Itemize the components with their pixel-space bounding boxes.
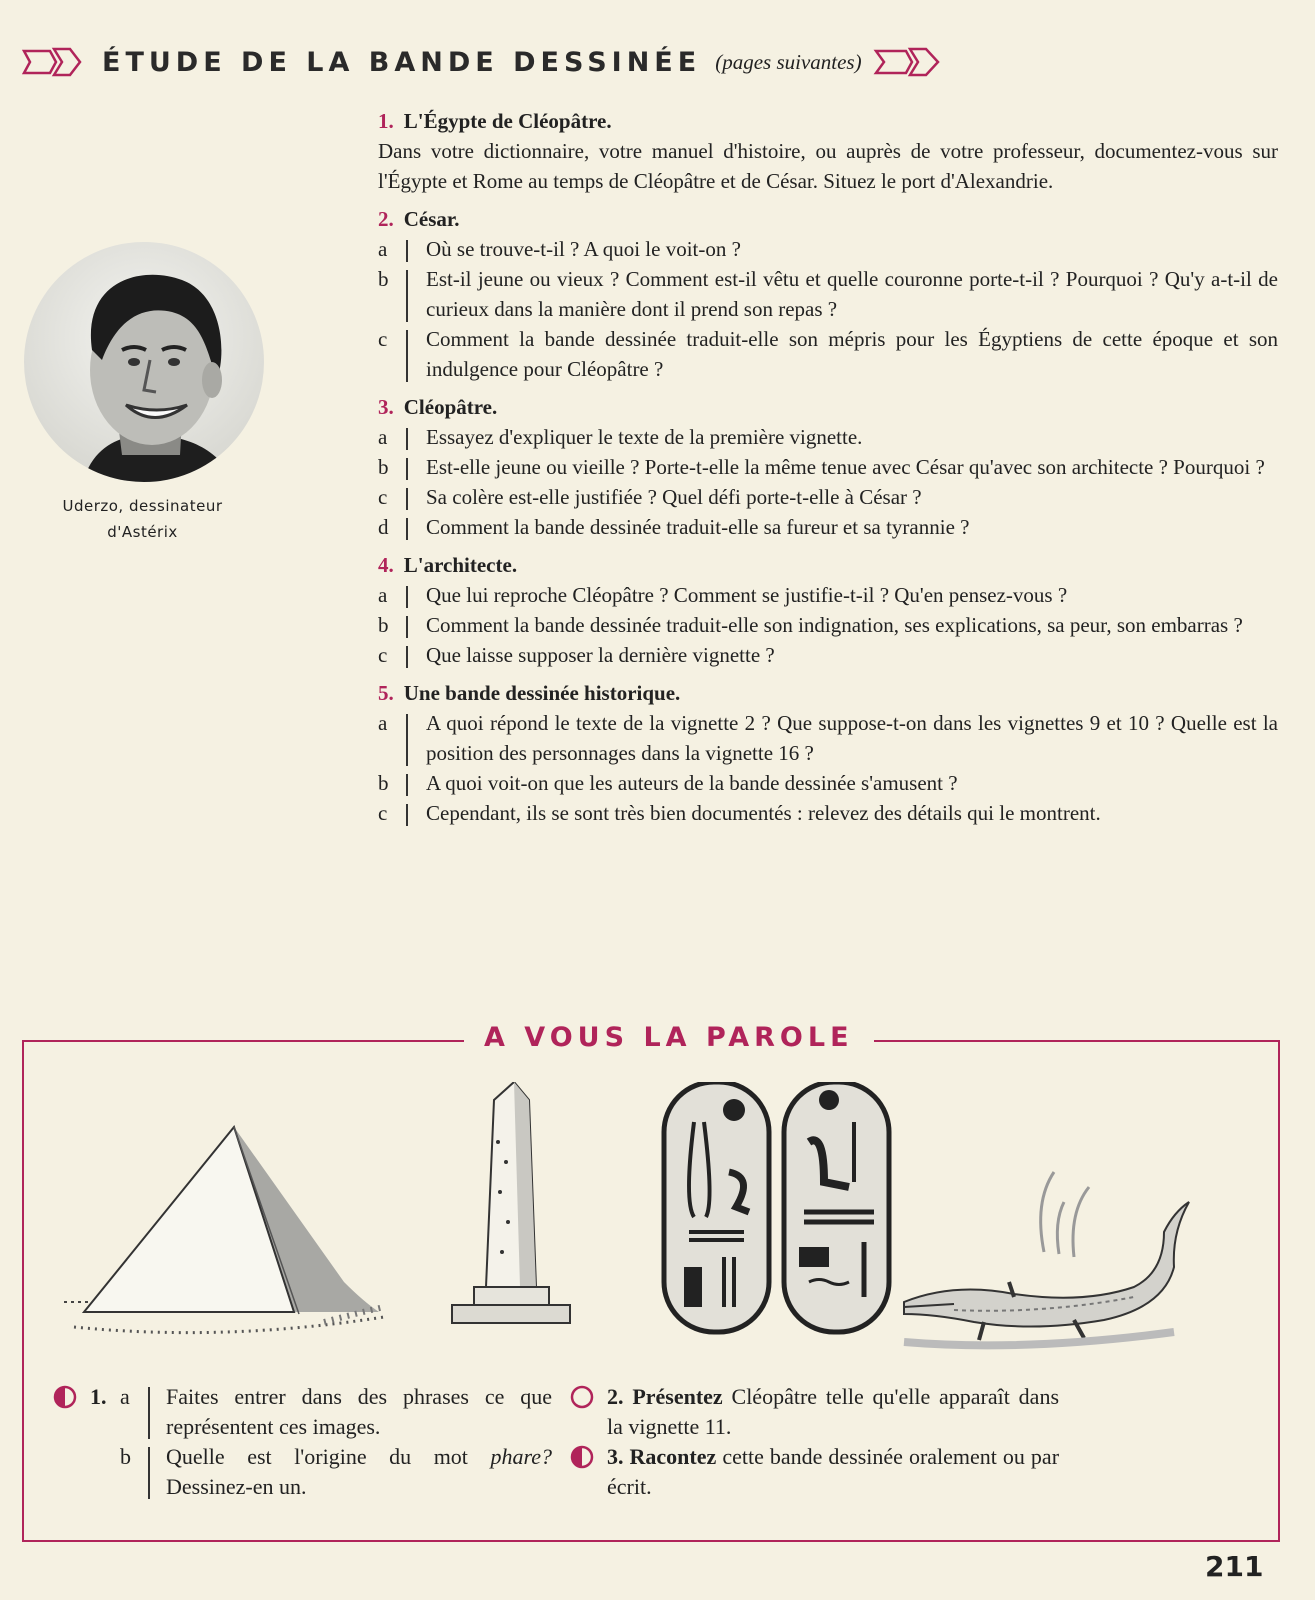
- portrait-caption: Uderzo, dessinateur d'Astérix: [62, 497, 223, 541]
- page-number: 211: [1205, 1550, 1264, 1583]
- question-item: c Comment la bande dessinée traduit-elle son mépris pour les Égyptiens de cette époque et son indulgence pour Cléopâtre ?: [378, 327, 1278, 381]
- section-3: [378, 392, 1278, 542]
- question-item: d Comment la bande dessinée traduit-elle sa fureur et sa tyrannie ?: [378, 515, 970, 539]
- question-item: a A quoi répond le texte de la vignette 2 ? Que suppose-t-on dans les vignettes 9 et 10 ? Quelle est la position des personnages dans la vignette 16 ?: [378, 711, 1278, 765]
- section-title: 5. Une bande dessinée historique.: [378, 681, 681, 705]
- activity-3: 3. Racontez cette bande dessinée oralement ou par écrit.: [569, 1442, 1059, 1502]
- study-questions: [378, 106, 1278, 836]
- box-title: A VOUS LA PAROLE: [464, 1022, 874, 1053]
- section-intro: Dans votre dictionnaire, votre manuel d'histoire, ou auprès de votre professeur, documentez-vous sur l'Égypte et Rome au temps de Cléopâtre et de César. Situez le port d'Alexandrie.: [378, 139, 1278, 193]
- page-header: [20, 40, 942, 84]
- question-item: a Où se trouve-t-il ? A quoi le voit-on ?: [378, 237, 741, 261]
- section-title: 1. L'Égypte de Cléopâtre.: [378, 109, 612, 133]
- section-title: 2. César.: [378, 207, 460, 231]
- activity-2: 2. Présentez Cléopâtre telle qu'elle apparaît dans la vignette 11.: [569, 1382, 1059, 1442]
- portrait-photo: [22, 240, 267, 485]
- question-item: c Que laisse supposer la dernière vignette ?: [378, 643, 775, 667]
- question-item: b Comment la bande dessinée traduit-elle son indignation, ses explications, sa peur, son embarras ?: [378, 613, 1243, 637]
- question-item: b A quoi voit-on que les auteurs de la bande dessinée s'amusent ?: [378, 771, 958, 795]
- section-2: [378, 204, 1278, 384]
- crocodile-illustration: [904, 1172, 1189, 1345]
- double-arrow-icon: [872, 45, 942, 79]
- section-4: [378, 550, 1278, 670]
- section-title: 3. Cléopâtre.: [378, 395, 498, 419]
- section-1: [378, 106, 1278, 196]
- half-filled-circle-icon: [52, 1384, 78, 1410]
- question-item: c Sa colère est-elle justifiée ? Quel défi porte-t-elle à César ?: [378, 485, 922, 509]
- question-item: b Est-elle jeune ou vieille ? Porte-t-elle la même tenue avec César qu'avec son architecte ? Pourquoi ?: [378, 455, 1265, 479]
- question-item: b Est-il jeune ou vieux ? Comment est-il vêtu et quelle couronne porte-t-il ? Pourquoi ? Qu'y a-t-il de curieux dans la manière dont il prend son repas ?: [378, 267, 1278, 321]
- pyramid-illustration: [64, 1127, 384, 1333]
- activities-2-3: [569, 1382, 1059, 1502]
- page-subtitle: (pages suivantes): [715, 49, 862, 74]
- question-item: a Essayez d'expliquer le texte de la première vignette.: [378, 425, 863, 449]
- page-title: ÉTUDE DE LA BANDE DESSINÉE: [102, 46, 702, 78]
- section-5: [378, 678, 1278, 828]
- question-item: a Que lui reproche Cléopâtre ? Comment se justifie-t-il ? Qu'en pensez-vous ?: [378, 583, 1068, 607]
- obelisk-illustration: [452, 1082, 570, 1323]
- double-arrow-icon: [20, 45, 84, 79]
- question-item: c Cependant, ils se sont très bien documentés : relevez des détails qui le montrent.: [378, 801, 1101, 825]
- half-filled-circle-icon: [569, 1444, 595, 1470]
- cartouche-illustration: [664, 1082, 889, 1332]
- speaking-activity-box: [22, 1022, 1280, 1542]
- section-title: 4. L'architecte.: [378, 553, 518, 577]
- activity-1: 1. a Faites entrer dans des phrases ce que représentent ces images. b Quelle est l'origine du mot phare? Dessinez-en un.: [52, 1382, 552, 1502]
- illustrations: [24, 1082, 1278, 1382]
- empty-circle-icon: [569, 1384, 595, 1410]
